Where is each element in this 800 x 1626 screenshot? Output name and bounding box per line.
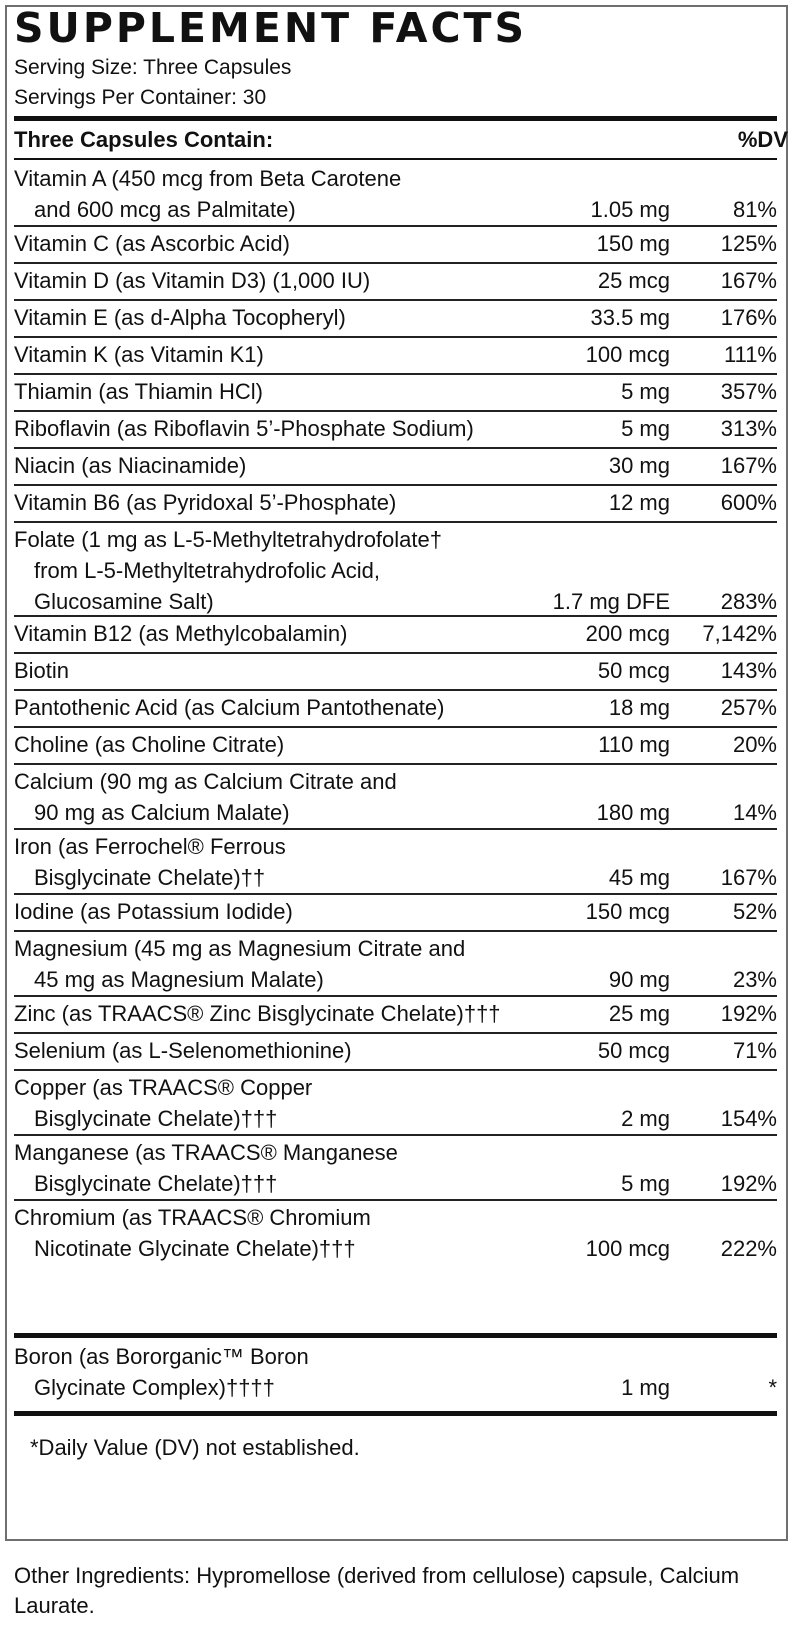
nutrient-amount: 90 mg: [608, 967, 670, 992]
nutrient-dv: 167%: [720, 453, 777, 478]
nutrient-name-line: Vitamin A (450 mcg from Beta Carotene: [14, 166, 402, 191]
nutrient-row: [14, 412, 777, 449]
nutrient-row: [14, 486, 777, 523]
nutrient-name-line: Iron (as Ferrochel® Ferrous: [14, 834, 286, 859]
nutrient-amount: 25 mcg: [597, 268, 670, 293]
nutrient-dv: 257%: [720, 695, 777, 720]
nutrient-amount: 12 mg: [608, 490, 670, 515]
other-ingredients: Other Ingredients: Hypromellose (derived from cellulose) capsule, Calcium Laurate.: [14, 1563, 740, 1618]
nutrient-row: [14, 691, 777, 728]
nutrient-name-line: Choline (as Choline Citrate): [14, 732, 285, 757]
nutrient-name-line: Niacin (as Niacinamide): [14, 453, 247, 478]
nutrient-table: [14, 162, 777, 1266]
nutrient-dv: 52%: [732, 899, 777, 924]
nutrient-name-line: Iodine (as Potassium Iodide): [14, 899, 293, 924]
thick-rule-top: [14, 116, 777, 121]
nutrient-row: [14, 1136, 777, 1201]
nutrient-dv: 176%: [720, 305, 777, 330]
nutrient-row: [14, 523, 777, 617]
table-header-label: Three Capsules Contain:: [14, 127, 274, 152]
nutrient-amount: 110 mg: [598, 732, 670, 757]
footnote: *Daily Value (DV) not established.: [30, 1435, 360, 1460]
nutrient-dv: 283%: [720, 589, 777, 614]
nutrient-amount: 5 mg: [621, 416, 670, 441]
nutrient-dv: 7,142%: [702, 621, 777, 646]
nutrient-name-line: Bisglycinate Chelate)†††: [34, 1106, 278, 1131]
nutrient-name-line: Zinc (as TRAACS® Zinc Bisglycinate Chelate)†††: [14, 1001, 501, 1026]
nutrient-amount: 1.7 mg DFE: [552, 589, 670, 614]
nutrient-amount: 1 mg: [621, 1375, 670, 1400]
nutrient-name-line: Boron (as Bororganic™ Boron: [14, 1344, 309, 1369]
nutrient-row: [14, 654, 777, 691]
nutrient-name-line: Vitamin K (as Vitamin K1): [14, 342, 264, 367]
nutrient-row: [14, 1071, 777, 1136]
nutrient-dv: 111%: [723, 342, 777, 367]
nutrient-amount: 100 mcg: [585, 342, 670, 367]
nutrient-row: [14, 338, 777, 375]
nutrient-row: [14, 449, 777, 486]
nutrient-name-line: 90 mg as Calcium Malate): [34, 800, 290, 825]
nutrient-amount: 2 mg: [621, 1106, 670, 1131]
nutrient-amount: 100 mcg: [585, 1236, 670, 1261]
nutrient-row: [14, 728, 777, 765]
boron-section: [14, 1340, 777, 1405]
nutrient-name-line: 45 mg as Magnesium Malate): [34, 967, 324, 992]
nutrient-name-line: Vitamin C (as Ascorbic Acid): [14, 231, 290, 256]
nutrient-dv: *: [768, 1375, 777, 1400]
nutrient-amount: 180 mg: [596, 800, 670, 825]
nutrient-name-line: Nicotinate Glycinate Chelate)†††: [34, 1236, 356, 1261]
nutrient-dv: 222%: [720, 1236, 777, 1261]
nutrient-name-line: Vitamin B6 (as Pyridoxal 5’-Phosphate): [14, 490, 397, 515]
nutrient-row: [14, 162, 777, 227]
nutrient-amount: 200 mcg: [585, 621, 670, 646]
nutrient-dv: 143%: [720, 658, 777, 683]
serving-size: Serving Size: Three Capsules: [14, 56, 292, 79]
nutrient-amount: 25 mg: [608, 1001, 670, 1026]
nutrient-name-line: Vitamin D (as Vitamin D3) (1,000 IU): [14, 268, 371, 293]
nutrient-row: [14, 1201, 777, 1266]
nutrient-amount: 33.5 mg: [590, 305, 670, 330]
nutrient-name-line: Chromium (as TRAACS® Chromium: [14, 1205, 371, 1230]
nutrient-dv: 20%: [732, 732, 777, 757]
nutrient-name-line: Selenium (as L-Selenomethionine): [14, 1038, 352, 1063]
nutrient-dv: 357%: [720, 379, 777, 404]
nutrient-dv: 313%: [720, 416, 777, 441]
nutrient-row: [14, 932, 777, 997]
nutrient-amount: 1.05 mg: [590, 197, 670, 222]
nutrient-dv: 125%: [720, 231, 777, 256]
nutrient-row: [14, 227, 777, 264]
nutrient-row: [14, 830, 777, 895]
nutrient-amount: 18 mg: [608, 695, 670, 720]
nutrient-name-line: Bisglycinate Chelate)††: [34, 865, 266, 890]
nutrient-name-line: Vitamin B12 (as Methylcobalamin): [14, 621, 348, 646]
nutrient-name-line: Thiamin (as Thiamin HCl): [14, 379, 263, 404]
nutrient-name-line: Bisglycinate Chelate)†††: [34, 1171, 278, 1196]
nutrient-amount: 5 mg: [621, 379, 670, 404]
nutrient-name-line: Calcium (90 mg as Calcium Citrate and: [14, 769, 397, 794]
nutrient-name-line: and 600 mcg as Palmitate): [34, 197, 296, 222]
nutrient-row: [14, 264, 777, 301]
nutrient-name-line: Riboflavin (as Riboflavin 5’-Phosphate Sodium): [14, 416, 474, 441]
nutrient-row: [14, 997, 777, 1034]
nutrient-row: [14, 1034, 777, 1071]
table-header-dv: %DV: [737, 127, 788, 152]
nutrient-row: [14, 1340, 777, 1405]
nutrient-dv: 71%: [732, 1038, 777, 1063]
nutrient-row: [14, 301, 777, 338]
nutrient-dv: 167%: [720, 268, 777, 293]
nutrient-name-line: Pantothenic Acid (as Calcium Pantothenate): [14, 695, 445, 720]
nutrient-amount: 50 mcg: [597, 1038, 670, 1063]
thick-rule-boron: [14, 1333, 777, 1338]
nutrient-name-line: from L-5-Methyltetrahydrofolic Acid,: [34, 558, 381, 583]
nutrient-name-line: Biotin: [14, 658, 70, 683]
nutrient-amount: 50 mcg: [597, 658, 670, 683]
nutrient-dv: 154%: [720, 1106, 777, 1131]
nutrient-row: [14, 765, 777, 830]
nutrient-name-line: Glycinate Complex)††††: [34, 1375, 275, 1400]
nutrient-amount: 150 mg: [596, 231, 670, 256]
nutrient-dv: 600%: [720, 490, 777, 515]
thick-rule-bottom: [14, 1411, 777, 1416]
nutrient-amount: 45 mg: [608, 865, 670, 890]
nutrient-row: [14, 895, 777, 932]
panel-title: SUPPLEMENT FACTS: [14, 4, 528, 52]
nutrient-dv: 192%: [720, 1001, 777, 1026]
nutrient-name-line: Copper (as TRAACS® Copper: [14, 1075, 313, 1100]
nutrient-row: [14, 375, 777, 412]
nutrient-name-line: Folate (1 mg as L-5-Methyltetrahydrofolate†: [14, 527, 442, 552]
nutrient-dv: 23%: [732, 967, 777, 992]
nutrient-amount: 5 mg: [621, 1171, 670, 1196]
nutrient-dv: 167%: [720, 865, 777, 890]
nutrient-name-line: Vitamin E (as d-Alpha Tocopheryl): [14, 305, 346, 330]
nutrient-dv: 192%: [720, 1171, 777, 1196]
nutrient-amount: 30 mg: [608, 453, 670, 478]
nutrient-name-line: Magnesium (45 mg as Magnesium Citrate and: [14, 936, 466, 961]
nutrient-row: [14, 617, 777, 654]
nutrient-dv: 14%: [732, 800, 777, 825]
nutrient-amount: 150 mcg: [585, 899, 670, 924]
header-rule: [14, 158, 777, 160]
servings-per-container: Servings Per Container: 30: [14, 86, 267, 109]
nutrient-name-line: Manganese (as TRAACS® Manganese: [14, 1140, 398, 1165]
nutrient-dv: 81%: [732, 197, 777, 222]
nutrient-name-line: Glucosamine Salt): [34, 589, 214, 614]
